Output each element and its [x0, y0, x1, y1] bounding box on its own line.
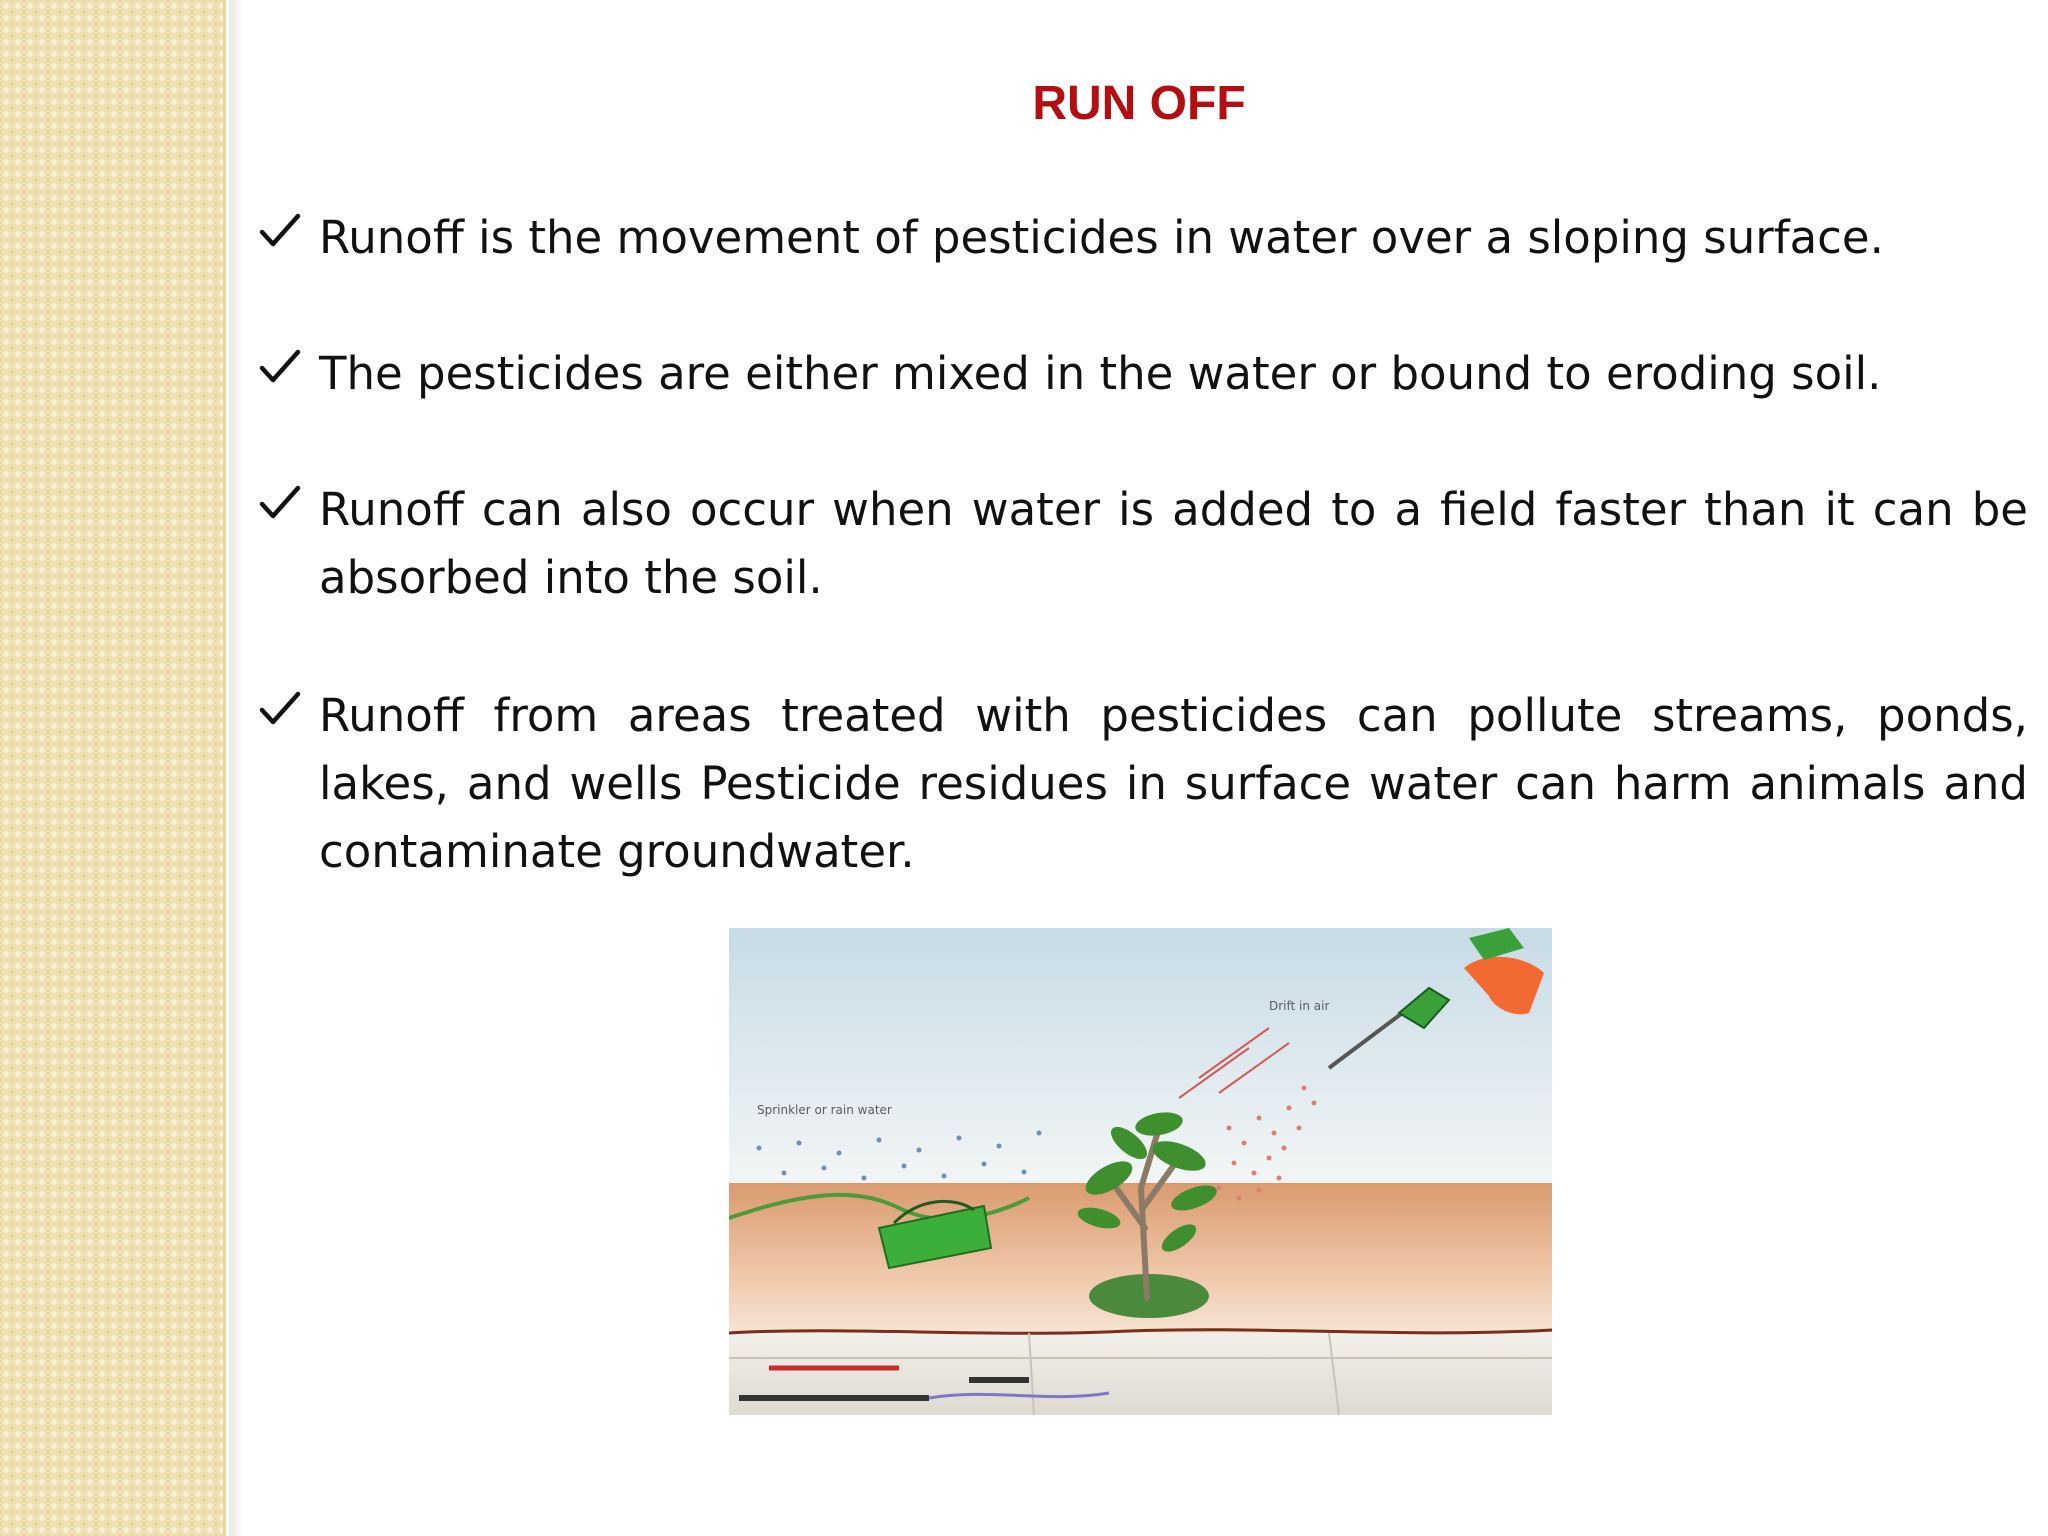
bullet-text: Runoff is the movement of pesticides in water over a sloping surface.	[319, 211, 1884, 264]
bullet-item	[256, 340, 1881, 408]
bullet-text: Runoff can also occur when water is added to a field faster than it can be absorbed into the soil.	[319, 483, 2028, 604]
decorative-side-band	[0, 0, 226, 1536]
sprinkler-label: Sprinkler or rain water	[757, 1103, 892, 1117]
runoff-illustration	[729, 928, 1552, 1415]
check-mark-icon	[256, 206, 304, 254]
bullet-item	[256, 476, 2028, 612]
bullet-text: The pesticides are either mixed in the water or bound to eroding soil.	[319, 347, 1882, 400]
slide-title: RUN OFF	[1032, 77, 1246, 130]
bullet-item	[256, 204, 1884, 272]
side-band-shadow	[229, 0, 243, 1536]
check-mark-icon	[256, 342, 304, 390]
check-mark-icon	[256, 684, 304, 732]
drift-label: Drift in air	[1269, 999, 1330, 1013]
bullet-text: Runoff from areas treated with pesticides can pollute streams, ponds, lakes, and wells Pesticide residues in surface water can harm animals and contaminate groundwater.	[319, 689, 2028, 878]
check-mark-icon	[256, 478, 304, 526]
ground-layer	[729, 1333, 1552, 1415]
bullet-item	[256, 682, 2028, 886]
